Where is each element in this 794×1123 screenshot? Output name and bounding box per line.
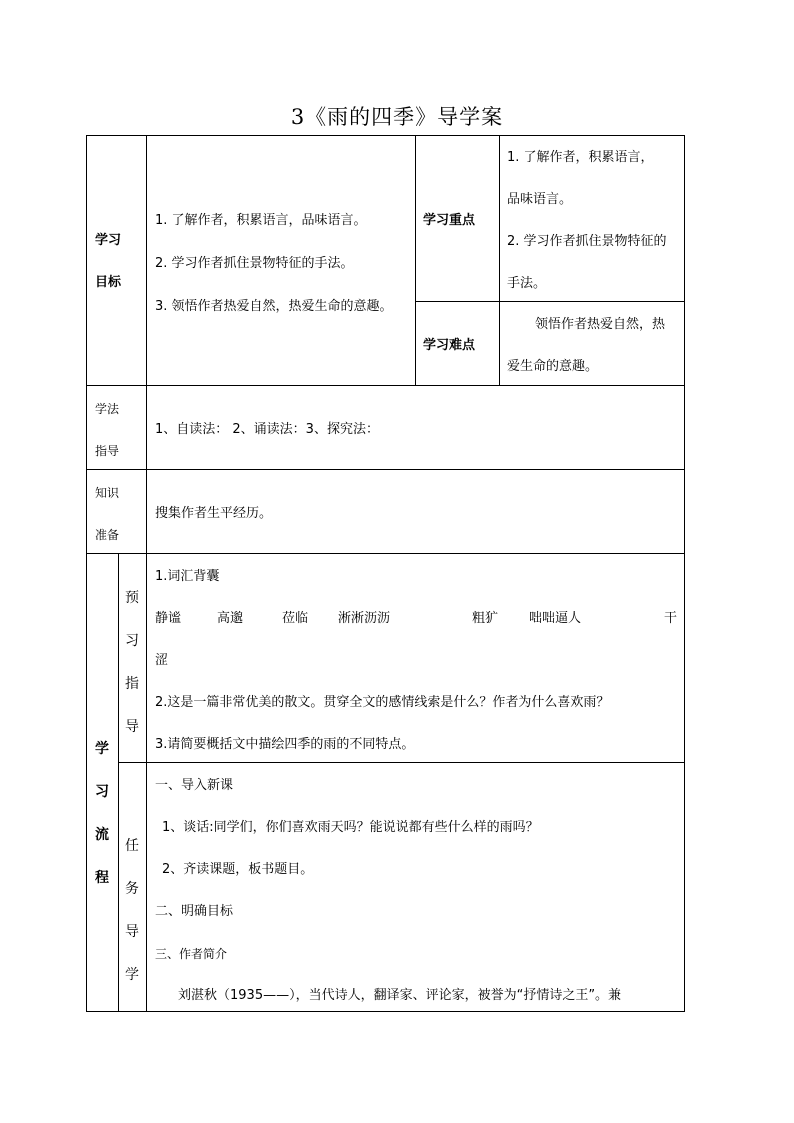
objective-item: 1. 了解作者，积累语言，品味语言。	[155, 213, 367, 228]
task-label-char: 学	[125, 967, 139, 983]
row-divider	[86, 469, 685, 470]
focus-line: 2. 学习作者抓住景物特征的	[507, 234, 667, 249]
task-label-char: 务	[125, 881, 139, 897]
task-step: 2、齐读课题，板书题目。	[162, 862, 314, 877]
preview-label-char: 指	[125, 676, 139, 692]
method-content: 1、自读法： 2、诵读法：3、探究法：	[155, 422, 379, 437]
process-label-char: 习	[95, 784, 109, 800]
col-divider	[415, 135, 416, 385]
task-heading: 一、导入新课	[155, 778, 234, 793]
difficulty-label: 学习难点	[423, 338, 476, 353]
task-label-char: 导	[125, 924, 139, 940]
page-title: 3《雨的四季》导学案	[290, 105, 504, 129]
task-heading: 二、明确目标	[155, 904, 234, 919]
vocab-word: 粗犷	[472, 611, 499, 626]
process-label-char: 流	[95, 827, 109, 843]
process-label-char: 学	[95, 741, 109, 757]
col-divider	[499, 135, 500, 385]
task-step: 1、谈话:同学们，你们喜欢雨天吗？能说说都有些什么样的雨吗？	[162, 820, 539, 835]
process-label-char: 程	[95, 870, 109, 886]
difficulty-line: 爱生命的意趣。	[507, 359, 599, 374]
objectives-label-1: 学习	[95, 233, 122, 248]
knowledge-label-2: 准备	[95, 528, 120, 542]
vocab-word: 干	[664, 611, 678, 626]
task-heading: 三、作者简介	[155, 947, 228, 961]
objective-item: 3. 领悟作者热爱自然，热爱生命的意趣。	[155, 299, 393, 314]
row-divider	[86, 553, 685, 554]
method-label-1: 学法	[95, 402, 120, 416]
knowledge-content: 搜集作者生平经历。	[155, 506, 273, 521]
vocab-word: 淅淅沥沥	[338, 611, 391, 626]
row-divider	[86, 385, 685, 386]
vocab-heading: 1.词汇背囊	[155, 569, 220, 584]
col-divider	[146, 135, 147, 1012]
vocab-word: 涩	[155, 653, 169, 668]
vocab-word: 高邈	[217, 611, 244, 626]
focus-line: 1. 了解作者，积累语言，	[507, 150, 654, 165]
focus-line: 手法。	[507, 276, 547, 291]
preview-question: 3.请简要概括文中描绘四季的雨的不同特点。	[155, 737, 415, 752]
preview-label-char: 习	[125, 633, 139, 649]
preview-label-char: 导	[125, 719, 139, 735]
objective-item: 2. 学习作者抓住景物特征的手法。	[155, 256, 354, 271]
knowledge-label-1: 知识	[95, 486, 120, 500]
preview-question: 2.这是一篇非常优美的散文。贯穿全文的感情线索是什么？作者为什么喜欢雨？	[155, 695, 610, 710]
task-label-char: 任	[125, 838, 139, 854]
focus-label: 学习重点	[423, 213, 476, 228]
row-divider	[118, 762, 685, 763]
difficulty-line: 领悟作者热爱自然，热	[535, 317, 666, 332]
objectives-label-2: 目标	[95, 275, 122, 290]
vocab-word: 咄咄逼人	[529, 611, 582, 626]
author-bio: 刘湛秋（1935——），当代诗人，翻译家、评论家，被誉为“抒情诗之王”。兼	[178, 988, 622, 1003]
preview-label-char: 预	[125, 590, 139, 606]
focus-line: 品味语言。	[507, 192, 573, 207]
vocab-word: 静谧	[155, 611, 182, 626]
vocab-word: 莅临	[282, 611, 309, 626]
method-label-2: 指导	[95, 444, 120, 458]
row-divider	[415, 301, 685, 302]
col-divider	[118, 553, 119, 1012]
